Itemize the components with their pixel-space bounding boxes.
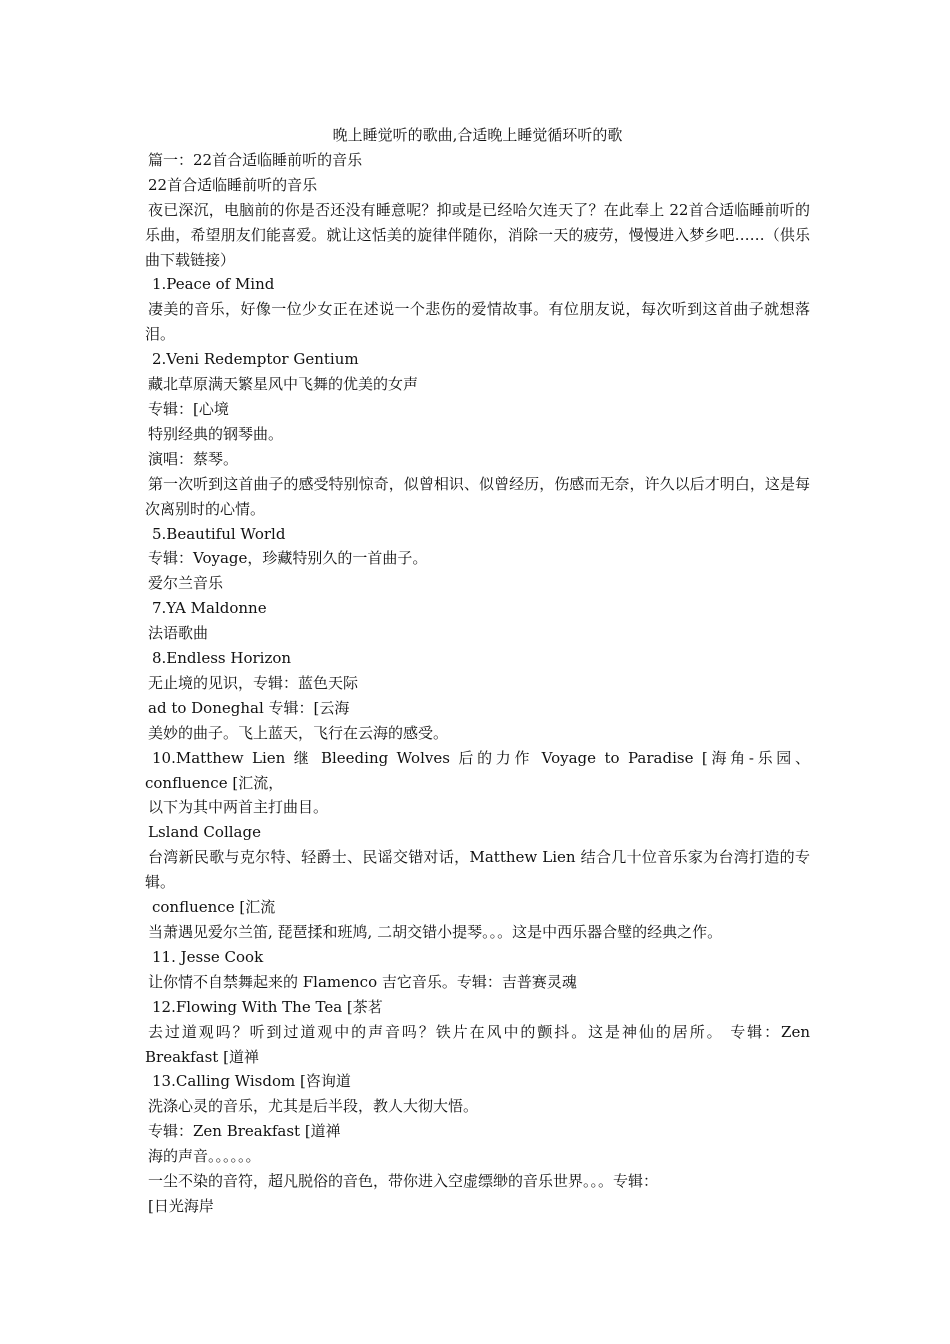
track-title: 13.Calling Wisdom [咨询道 <box>152 1072 351 1091</box>
track-title: 1.Peace of Mind <box>152 275 275 294</box>
track-description: 特别经典的钢琴曲。 <box>148 424 284 443</box>
track-description: 台湾新民歌与克尔特、轻爵士、民谣交错对话，Matthew Lien 结合几十位音乐家为台湾打造的专辑。 <box>145 848 810 892</box>
track-description: 让你情不自禁舞起来的 Flamenco 吉它音乐。专辑：吉普赛灵魂 <box>148 972 577 991</box>
track-description: 爱尔兰音乐 <box>148 574 224 593</box>
track-title: Lsland Collage <box>148 823 261 842</box>
track-description: 凄美的音乐，好像一位少女正在述说一个悲伤的爱情故事。有位朋友说，每次听到这首曲子就想落泪。 <box>145 300 810 344</box>
track-description: 海的声音。。。。。。 <box>148 1147 261 1166</box>
track-title: 12.Flowing With The Tea [茶茗 <box>152 997 383 1016</box>
track-description: 一尘不染的音符，超凡脱俗的音色，带你进入空虚缥缈的音乐世界。。。专辑： <box>148 1172 659 1191</box>
album-line: 专辑：Voyage，珍藏特别久的一首曲子。 <box>148 549 428 568</box>
track-description: 以下为其中两首主打曲目。 <box>148 798 329 817</box>
track-title: confluence [汇流 <box>152 898 276 917</box>
singer-line: 演唱：蔡琴。 <box>148 449 239 468</box>
album-line: 专辑：Zen Breakfast [道禅 <box>148 1122 341 1141</box>
album-line: 无止境的见识，专辑：蓝色天际 <box>148 673 359 692</box>
intro-paragraph: 夜已深沉，电脑前的你是否还没有睡意呢？抑或是已经哈欠连天了？在此奉上 22首合适临睡前听的乐曲，希望朋友们能喜爱。就让这恬美的旋律伴随你，消除一天的疲劳，慢慢进入梦乡吧……（供乐曲下载链接） <box>145 200 810 269</box>
track-description: 藏北草原满天繁星风中飞舞的优美的女声 <box>148 375 419 394</box>
track-title: 2.Veni Redemptor Gentium <box>152 350 359 369</box>
album-line: 专辑：[心境 <box>148 399 229 418</box>
article-title: 22首合适临睡前听的音乐 <box>148 175 318 194</box>
document-page <box>145 123 810 1219</box>
track-description: 去过道观吗？听到过道观中的声音吗？铁片在风中的颤抖。这是神仙的居所。 专辑：Zen Breakfast [道禅 <box>145 1022 810 1066</box>
track-title: ad to Doneghal 专辑：[云海 <box>148 698 350 717</box>
track-title: 10.Matthew Lien 继 Bleeding Wolves 后的力作 Voyage to Paradise [海角-乐园、confluence [汇流， <box>145 748 810 792</box>
album-line: [日光海岸 <box>148 1196 214 1215</box>
section-heading: 篇一：22首合适临睡前听的音乐 <box>148 150 363 169</box>
track-title: 8.Endless Horizon <box>152 649 292 668</box>
track-description: 美妙的曲子。飞上蓝天，飞行在云海的感受。 <box>148 723 449 742</box>
track-description: 法语歌曲 <box>148 624 209 643</box>
document-title: 晚上睡觉听的歌曲,合适晚上睡觉循环听的歌 <box>332 126 623 144</box>
track-title: 11. Jesse Cook <box>152 947 264 966</box>
track-title: 5.Beautiful World <box>152 524 286 543</box>
track-title: 7.YA Maldonne <box>152 599 267 618</box>
track-description: 洗涤心灵的音乐，尤其是后半段，教人大彻大悟。 <box>148 1097 479 1116</box>
track-description: 当萧遇见爱尔兰笛, 琵琶揉和班鸠, 二胡交错小提琴。。。这是中西乐器合璧的经典之作。 <box>148 923 723 941</box>
track-description: 第一次听到这首曲子的感受特别惊奇，似曾相识、似曾经历，伤感而无奈，许久以后才明白，这是每次离别时的心情。 <box>145 474 810 518</box>
